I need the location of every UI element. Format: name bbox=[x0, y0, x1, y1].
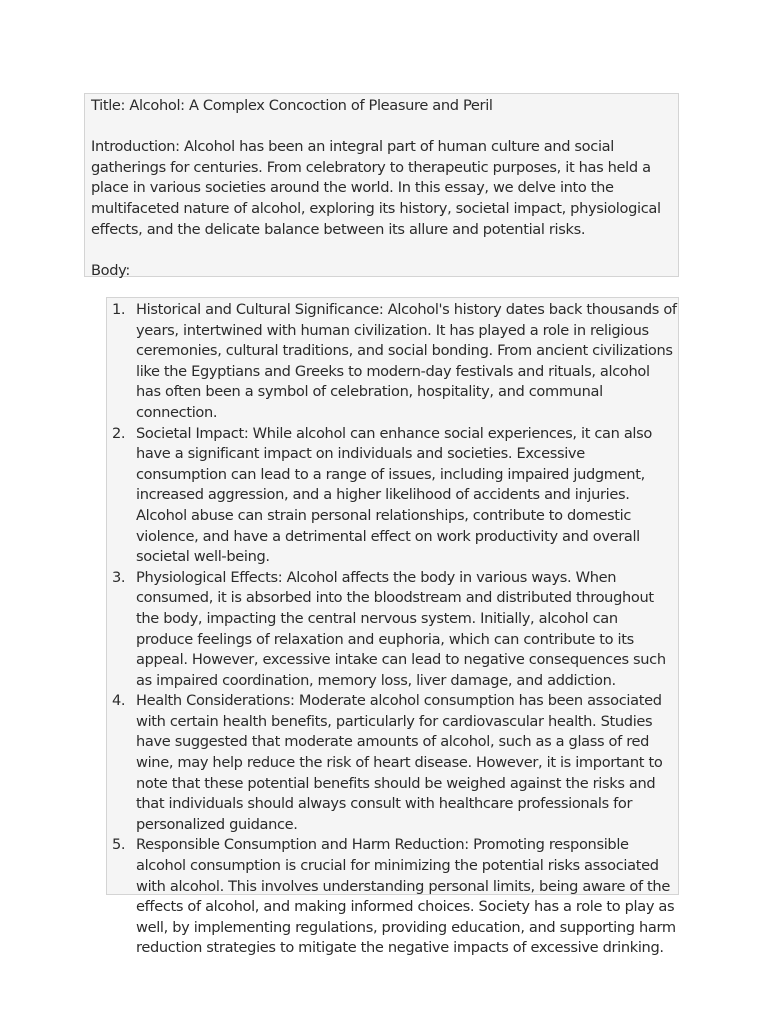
list-item-health bbox=[107, 691, 678, 835]
list-item-number: 5. bbox=[112, 836, 126, 854]
body-label: Body: bbox=[91, 261, 130, 279]
spacer bbox=[91, 117, 678, 138]
list-item-text: Physiological Effects: Alcohol affects the body in various ways. When consumed, it is absorbed into the bloodstream and distributed throughout the body, impacting the central nervous system. Initially, alcohol can produce feelings of relaxation and euphoria, which can contribute to its appeal. However, excessive intake can lead to negative consequences such as impaired coordination, memory loss, liver damage, and addiction. bbox=[136, 568, 666, 689]
list-item-text: Health Considerations: Moderate alcohol consumption has been associated with certain health benefits, particularly for cardiovascular health. Studies have suggested that moderate amounts of alcohol, such as a glass of red wine, may help reduce the risk of heart disease. However, it is important to note that these potential benefits should be weighed against the risks and that individuals should always consult with healthcare professionals for personalized guidance. bbox=[136, 692, 663, 833]
intro-section bbox=[84, 93, 679, 277]
spacer bbox=[91, 240, 678, 261]
list-item-physiological bbox=[107, 568, 678, 692]
list-item-number: 4. bbox=[112, 692, 126, 710]
list-item-societal bbox=[107, 424, 678, 568]
list-item-text: Historical and Cultural Significance: Alcohol's history dates back thousands of years, intertwined with human civilization. It has played a role in religious ceremonies, cultural traditions, and social bonding. From ancient civilizations like the Egyptians and Greeks to modern-day festivals and rituals, alcohol has often been a symbol of celebration, hospitality, and communal connection. bbox=[136, 301, 677, 421]
list-item-responsible bbox=[107, 835, 678, 959]
list-item-text: Responsible Consumption and Harm Reduction: Promoting responsible alcohol consumption is crucial for minimizing the potential risks associated with alcohol. This involves understanding personal limits, being aware of the effects of alcohol, and making informed choices. Society has a role to play as well, by implementing regulations, providing education, and supporting harm reduction strategies to mitigate the negative impacts of excessive drinking. bbox=[136, 836, 676, 957]
body-numbered-list bbox=[107, 300, 678, 959]
document-title: Title: Alcohol: A Complex Concoction of Pleasure and Peril bbox=[91, 97, 493, 114]
list-item-number: 3. bbox=[112, 568, 126, 586]
list-item-number: 2. bbox=[112, 424, 126, 442]
list-item-text: Societal Impact: While alcohol can enhance social experiences, it can also have a significant impact on individuals and societies. Excessive consumption can lead to a range of issues, including impaired judgment, increased aggression, and a higher likelihood of accidents and injuries. Alcohol abuse can strain personal relationships, contribute to domestic violence, and have a detrimental effect on work productivity and overall societal well-being. bbox=[136, 424, 652, 566]
list-item-historical bbox=[107, 300, 678, 424]
list-item-number: 1. bbox=[112, 301, 126, 318]
body-list-section bbox=[106, 297, 679, 957]
introduction-paragraph: Introduction: Alcohol has been an integral part of human culture and social gatherings for centuries. From celebratory to therapeutic purposes, it has held a place in various societies around the world. In this essay, we delve into the multifaceted nature of alcohol, exploring its history, societal impact, physiological effects, and the delicate balance between its allure and potential risks. bbox=[91, 138, 661, 238]
